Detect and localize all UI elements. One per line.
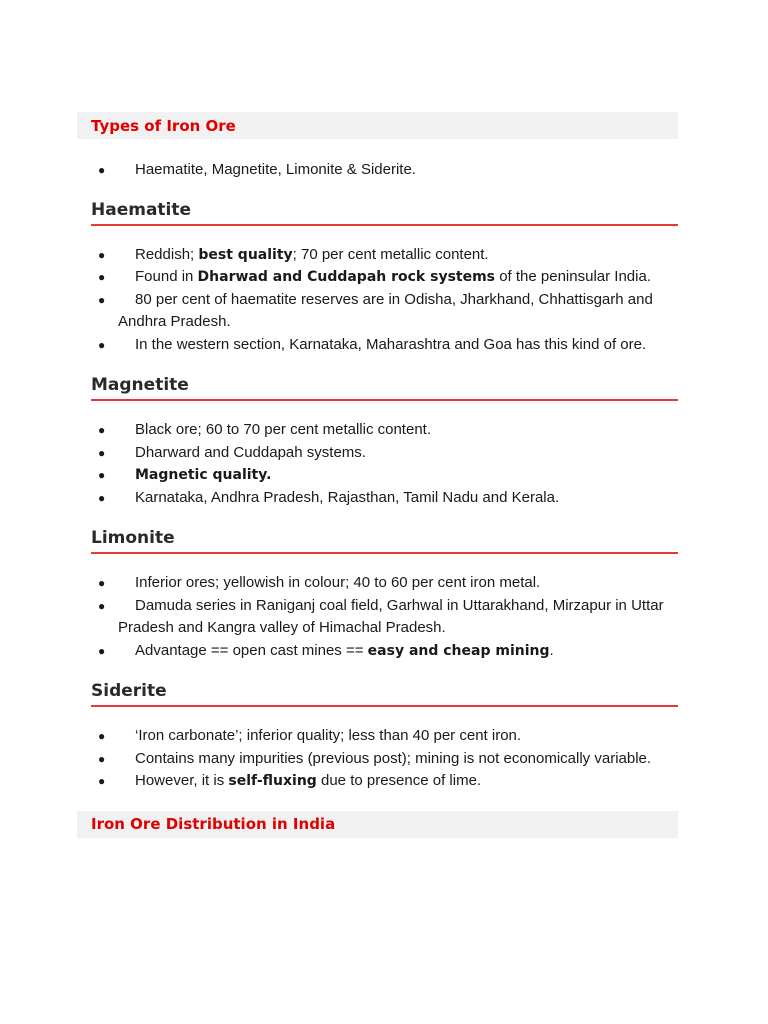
bold-text: best quality xyxy=(198,246,293,263)
siderite-heading: Siderite xyxy=(91,681,167,701)
list-item xyxy=(77,595,678,640)
list-item xyxy=(77,770,678,793)
bullet-icon: ● xyxy=(98,337,106,352)
item-text: Found in xyxy=(135,268,198,285)
list-item xyxy=(77,725,678,748)
bold-text: self-fluxing xyxy=(228,773,317,789)
list-item xyxy=(77,419,678,442)
list-item xyxy=(77,748,678,771)
list-item xyxy=(77,487,678,510)
bold-text: easy and cheap mining xyxy=(367,642,550,659)
list-item xyxy=(77,464,678,487)
item-text: ‘Iron carbonate’; inferior quality; less than 40 per cent iron. xyxy=(135,727,522,744)
item-text: Advantage == open cast mines == xyxy=(135,641,368,659)
bullet-icon: ● xyxy=(98,247,106,262)
bullet-icon: ● xyxy=(98,729,106,743)
list-item xyxy=(77,640,678,663)
item-text: Karnataka, Andhra Pradesh, Rajasthan, Tamil Nadu and Kerala. xyxy=(135,488,560,506)
types-heading: Types of Iron Ore xyxy=(91,116,236,135)
haematite-heading: Haematite xyxy=(91,199,192,220)
item-text: due to presence of lime. xyxy=(316,772,482,789)
list-item xyxy=(77,244,678,267)
limonite-list xyxy=(77,572,678,662)
bullet-icon: ● xyxy=(98,643,106,658)
list-item xyxy=(77,334,678,357)
bold-text: Dharwad and Cuddapah rock systems xyxy=(197,269,496,285)
item-text: Reddish; xyxy=(135,245,199,263)
item-text: Inferior ores; yellowish in colour; 40 to 60 per cent iron metal. xyxy=(135,574,541,591)
item-text: Black ore; 60 to 70 per cent metallic content. xyxy=(135,421,431,438)
bullet-icon: ● xyxy=(98,576,106,590)
list-item xyxy=(77,159,678,182)
types-list xyxy=(77,159,678,182)
bullet-icon: ● xyxy=(98,751,106,766)
list-item xyxy=(77,266,678,289)
bold-text: Magnetic quality. xyxy=(135,467,272,483)
bullet-icon: ● xyxy=(98,774,106,788)
item-text: However, it is xyxy=(135,772,229,789)
item-text: of the peninsular India. xyxy=(495,268,651,285)
magnetite-list xyxy=(77,419,678,509)
bullet-icon: ● xyxy=(98,490,106,505)
document-page xyxy=(77,112,678,838)
item-text: In the western section, Karnataka, Maharashtra and Goa has this kind of ore. xyxy=(135,335,647,353)
item-text: . xyxy=(549,641,554,659)
item-text: 80 per cent of haematite reserves are in Odisha, Jharkhand, Chhattisgarh and Andhra Pradesh. xyxy=(118,290,653,330)
item-text: Damuda series in Raniganj coal field, Garhwal in Uttarakhand, Mirzapur in Uttar Pradesh and Kangra valley of Himachal Pradesh. xyxy=(118,596,664,636)
distribution-banner xyxy=(77,811,678,838)
siderite-list xyxy=(77,725,678,793)
item-text: Dharward and Cuddapah systems. xyxy=(135,443,366,461)
magnetite-heading: Magnetite xyxy=(91,375,189,395)
limonite-heading: Limonite xyxy=(91,528,175,548)
types-banner xyxy=(77,112,678,139)
bullet-icon: ● xyxy=(98,423,106,437)
bullet-icon: ● xyxy=(98,270,106,284)
haematite-list xyxy=(77,244,678,357)
bullet-icon: ● xyxy=(98,292,106,307)
item-text: Contains many impurities (previous post); mining is not economically variable. xyxy=(135,749,652,767)
item-text: Haematite, Magnetite, Limonite & Siderite. xyxy=(135,161,416,178)
bullet-icon: ● xyxy=(98,163,106,177)
bullet-icon: ● xyxy=(98,598,106,613)
bullet-icon: ● xyxy=(98,445,106,460)
distribution-heading: Iron Ore Distribution in India xyxy=(91,815,336,833)
item-text: ; 70 per cent metallic content. xyxy=(292,245,489,263)
list-item xyxy=(77,289,678,334)
list-item xyxy=(77,442,678,465)
bullet-icon: ● xyxy=(98,468,106,482)
list-item xyxy=(77,572,678,595)
